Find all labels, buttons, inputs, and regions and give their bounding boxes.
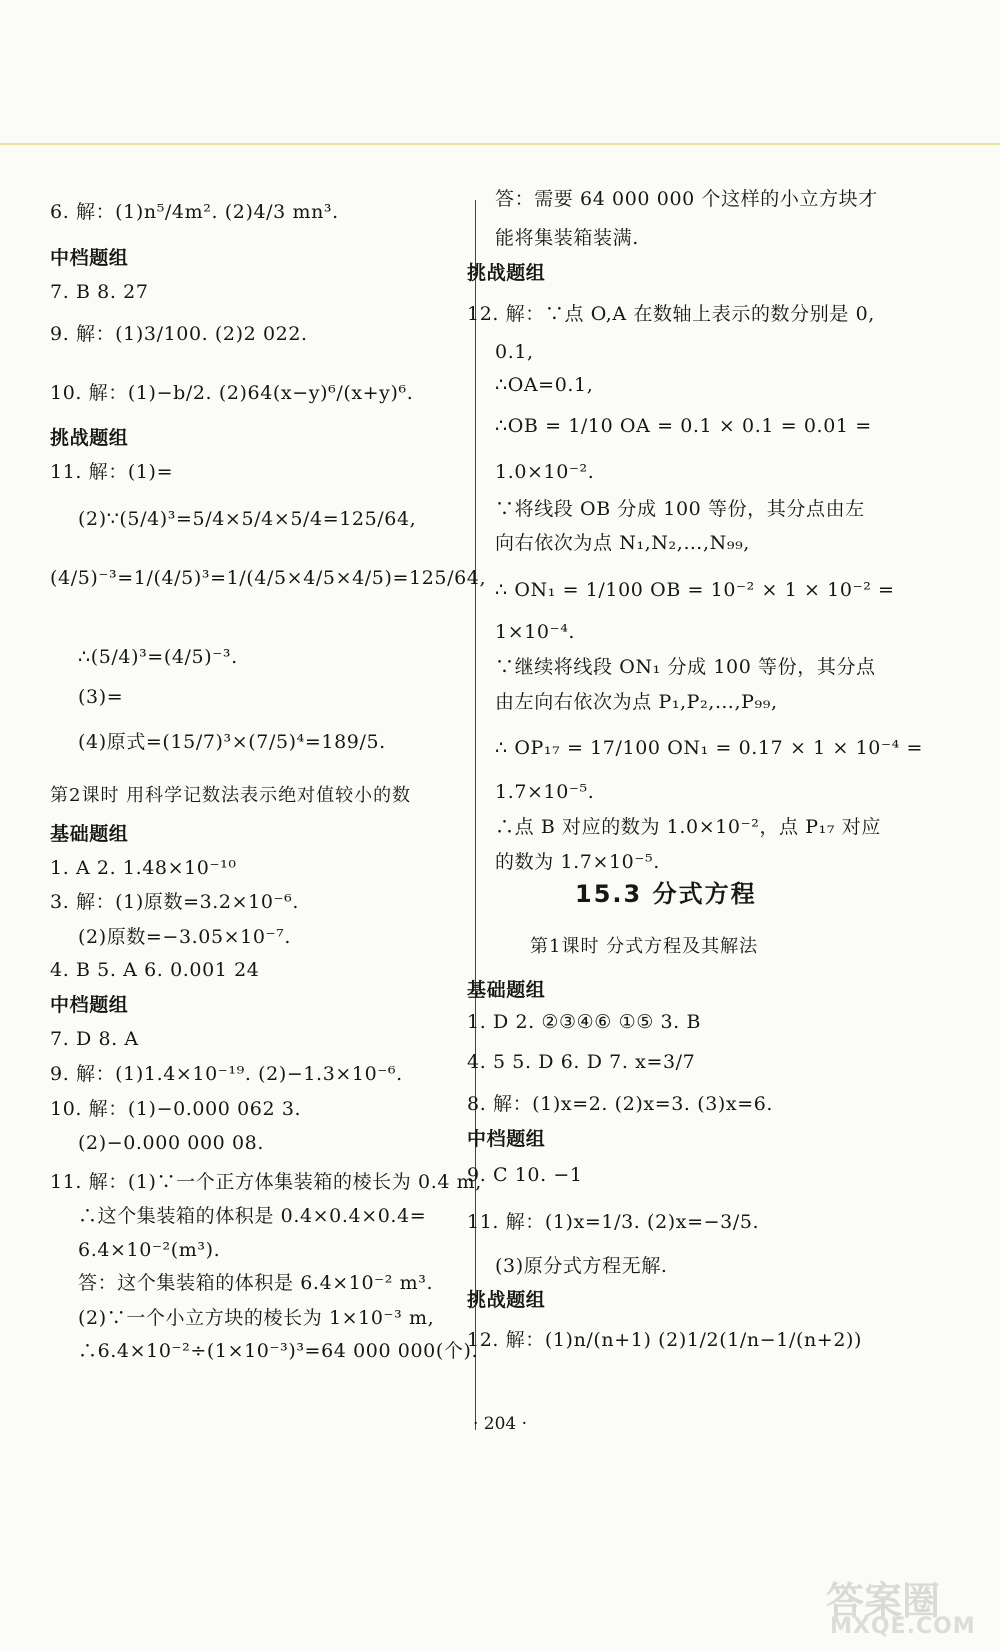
answer-line: 答：这个集装箱的体积是 6.4×10⁻² m³. (78, 1272, 434, 1294)
answer-line: 10. 解：(1)−b/2. (2)64(x−y)⁶/(x+y)⁶. (50, 382, 414, 404)
answer-line: 8. 解：(1)x=2. (2)x=3. (3)x=6. (467, 1093, 774, 1115)
watermark-main-text: 答案圈 (826, 1579, 941, 1623)
answer-line: 11. 解：(1)= (50, 461, 174, 483)
section-heading: 中档题组 (50, 247, 129, 269)
answer-line: (4/5)⁻³=1/(4/5)³=1/(4/5×4/5×4/5)=125/64, (50, 567, 487, 589)
answer-line: ∴ OP₁₇ = 17/100 ON₁ = 0.17 × 1 × 10⁻⁴ = (495, 737, 923, 759)
answer-line: (2)原数=−3.05×10⁻⁷. (78, 926, 292, 948)
answer-line: 0.1, (495, 341, 534, 363)
answer-line: 11. 解：(1)x=1/3. (2)x=−3/5. (467, 1211, 760, 1233)
answer-line: ∴这个集装箱的体积是 0.4×0.4×0.4= (78, 1205, 427, 1227)
chapter-title: 15.3 分式方程 (575, 880, 757, 908)
answer-line: ∵将线段 OB 分成 100 等份，其分点由左 (495, 498, 865, 520)
answer-line: (3)= (78, 686, 124, 708)
answer-line: (2)∵一个小立方块的棱长为 1×10⁻³ m, (78, 1307, 435, 1329)
section-heading: 挑战题组 (467, 262, 546, 284)
answer-line: 6. 解：(1)n⁵/4m². (2)4/3 mn³. (50, 201, 339, 223)
section-heading: 中档题组 (467, 1128, 546, 1150)
answer-line: 1×10⁻⁴. (495, 621, 576, 643)
answer-line: 12. 解：(1)n/(n+1) (2)1/2(1/n−1/(n+2)) (467, 1329, 863, 1351)
answer-line: ∴OB = 1/10 OA = 0.1 × 0.1 = 0.01 = (495, 415, 872, 437)
answer-line: ∵继续将线段 ON₁ 分成 100 等份，其分点 (495, 656, 876, 678)
lesson-title: 第1课时 分式方程及其解法 (530, 936, 759, 957)
answer-line: 由左向右依次为点 P₁,P₂,…,P₉₉, (495, 691, 778, 713)
answer-line: ∴6.4×10⁻²÷(1×10⁻³)³=64 000 000(个). (78, 1340, 479, 1362)
answer-line: 答：需要 64 000 000 个这样的小立方块才 (495, 188, 878, 210)
answer-line: 1. D 2. ②③④⑥ ①⑤ 3. B (467, 1011, 702, 1033)
answer-line: ∴ ON₁ = 1/100 OB = 10⁻² × 1 × 10⁻² = (495, 579, 895, 601)
column-divider (475, 200, 476, 1430)
answer-line: (3)原分式方程无解. (495, 1255, 668, 1277)
answer-line: ∴(5/4)³=(4/5)⁻³. (78, 646, 238, 668)
answer-line: 的数为 1.7×10⁻⁵. (495, 851, 660, 873)
page-number: · 204 · (472, 1414, 528, 1434)
answer-line: 6.4×10⁻²(m³). (78, 1239, 221, 1261)
section-heading: 基础题组 (467, 979, 546, 1001)
lesson-title: 第2课时 用科学记数法表示绝对值较小的数 (50, 785, 412, 806)
answer-line: 1. A 2. 1.48×10⁻¹⁰ (50, 857, 237, 879)
watermark-url: MXQE.COM (830, 1614, 976, 1639)
section-heading: 基础题组 (50, 823, 129, 845)
answer-line: 能将集装箱装满. (495, 227, 639, 249)
answer-line: 4. B 5. A 6. 0.001 24 (50, 959, 260, 981)
answer-line: (4)原式=(15/7)³×(7/5)⁴=189/5. (78, 731, 386, 753)
top-rule (0, 143, 1000, 145)
answer-line: 3. 解：(1)原数=3.2×10⁻⁶. (50, 891, 299, 913)
answer-line: 9. C 10. −1 (467, 1164, 583, 1186)
section-heading: 挑战题组 (50, 427, 129, 449)
answer-line: ∴OA=0.1, (495, 374, 594, 396)
watermark-logo (820, 1570, 995, 1645)
answer-line: 7. D 8. A (50, 1028, 139, 1050)
answer-line: 7. B 8. 27 (50, 281, 149, 303)
answer-line: 12. 解：∵点 O,A 在数轴上表示的数分别是 0, (467, 303, 875, 325)
answer-line: 9. 解：(1)1.4×10⁻¹⁹. (2)−1.3×10⁻⁶. (50, 1063, 403, 1085)
answer-line: 4. 5 5. D 6. D 7. x=3/7 (467, 1051, 696, 1073)
answer-line: (2)∵(5/4)³=5/4×5/4×5/4=125/64, (78, 508, 417, 530)
answer-line: 向右依次为点 N₁,N₂,…,N₉₉, (495, 532, 750, 554)
answer-line: 10. 解：(1)−0.000 062 3. (50, 1098, 302, 1120)
answer-line: 1.0×10⁻². (495, 461, 595, 483)
answer-line: ∴点 B 对应的数为 1.0×10⁻²，点 P₁₇ 对应 (495, 816, 881, 838)
answer-line: 11. 解：(1)∵一个正方体集装箱的棱长为 0.4 m, (50, 1171, 482, 1193)
section-heading: 中档题组 (50, 994, 129, 1016)
answer-line: 9. 解：(1)3/100. (2)2 022. (50, 323, 308, 345)
answer-line: (2)−0.000 000 08. (78, 1132, 264, 1154)
section-heading: 挑战题组 (467, 1289, 546, 1311)
answer-line: 1.7×10⁻⁵. (495, 781, 595, 803)
